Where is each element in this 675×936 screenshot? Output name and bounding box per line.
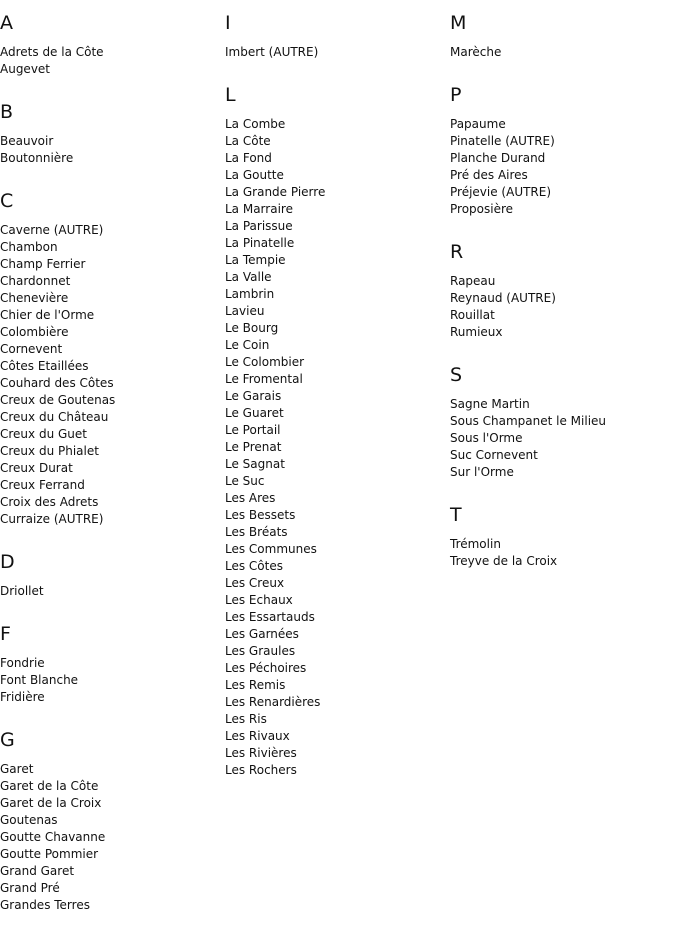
place-name-entry: Caverne (AUTRE) xyxy=(0,223,104,237)
place-name-entry: Cornevent xyxy=(0,342,63,356)
place-name-entry: Treyve de la Croix xyxy=(450,554,558,568)
letter-heading: R xyxy=(450,241,464,263)
place-name-entry: La Goutte xyxy=(225,168,284,182)
letter-heading: D xyxy=(0,551,15,573)
place-name-entry: Grand Garet xyxy=(0,864,75,878)
letter-heading: I xyxy=(225,12,231,34)
entry-list xyxy=(0,133,225,167)
letter-group xyxy=(0,189,225,528)
letter-heading: L xyxy=(225,84,236,106)
entry-list xyxy=(225,116,450,779)
place-name-entry: Colombière xyxy=(0,325,69,339)
place-name-entry: Driollet xyxy=(0,584,44,598)
place-name-entry: La Côte xyxy=(225,134,271,148)
place-name-entry: Boutonnière xyxy=(0,151,74,165)
letter-heading: C xyxy=(0,190,14,212)
letter-group xyxy=(225,11,450,61)
index-column-1 xyxy=(0,11,225,936)
place-name-entry: Rouillat xyxy=(450,308,495,322)
place-name-entry: Creux de Goutenas xyxy=(0,393,116,407)
place-name-entry: Le Fromental xyxy=(225,372,303,386)
place-name-entry: La Parissue xyxy=(225,219,293,233)
entry-list xyxy=(450,536,675,570)
place-name-entry: Le Guaret xyxy=(225,406,284,420)
place-name-entry: Rumieux xyxy=(450,325,503,339)
place-name-entry: Les Garnées xyxy=(225,627,299,641)
place-name-entry: Les Côtes xyxy=(225,559,283,573)
place-name-entry: Chenevière xyxy=(0,291,69,305)
entry-list xyxy=(450,44,675,61)
place-name-entry: Curraize (AUTRE) xyxy=(0,512,104,526)
entry-list xyxy=(0,583,225,600)
place-name-entry: Papaume xyxy=(450,117,506,131)
index-column-3 xyxy=(450,11,675,592)
place-name-entry: Suc Cornevent xyxy=(450,448,538,462)
place-name-entry: Beauvoir xyxy=(0,134,54,148)
place-name-entry: Imbert (AUTRE) xyxy=(225,45,319,59)
place-name-entry: Goutenas xyxy=(0,813,58,827)
place-name-entry: Les Communes xyxy=(225,542,317,556)
place-name-entry: Le Sagnat xyxy=(225,457,285,471)
letter-group xyxy=(0,100,225,167)
place-name-entry: La Tempie xyxy=(225,253,286,267)
place-name-entry: Marèche xyxy=(450,45,502,59)
place-name-entry: Adrets de la Côte xyxy=(0,45,104,59)
index-column-2 xyxy=(225,11,450,801)
letter-group xyxy=(450,240,675,341)
place-name-entry: Sur l'Orme xyxy=(450,465,514,479)
place-name-entry: Les Rochers xyxy=(225,763,297,777)
letter-group xyxy=(450,503,675,570)
place-name-entry: Sous l'Orme xyxy=(450,431,523,445)
place-name-entry: Creux Ferrand xyxy=(0,478,85,492)
place-name-entry: Les Creux xyxy=(225,576,285,590)
place-name-entry: Sous Champanet le Milieu xyxy=(450,414,607,428)
letter-group xyxy=(450,83,675,218)
place-name-entry: Pré des Aires xyxy=(450,168,528,182)
letter-group xyxy=(450,363,675,481)
place-name-entry: Champ Ferrier xyxy=(0,257,86,271)
place-name-entry: Les Bessets xyxy=(225,508,296,522)
entry-list xyxy=(0,761,225,914)
place-name-entry: Creux du Guet xyxy=(0,427,87,441)
place-name-entry: Le Prenat xyxy=(225,440,282,454)
place-name-entry: Les Remis xyxy=(225,678,286,692)
entry-list xyxy=(0,44,225,78)
place-name-entry: Creux du Phialet xyxy=(0,444,99,458)
place-name-entry: La Pinatelle xyxy=(225,236,295,250)
letter-group xyxy=(225,83,450,779)
place-name-entry: Planche Durand xyxy=(450,151,546,165)
place-name-entry: Goutte Pommier xyxy=(0,847,99,861)
place-name-entry: Lavieu xyxy=(225,304,265,318)
entry-list xyxy=(0,222,225,528)
place-name-entry: Le Colombier xyxy=(225,355,305,369)
place-name-entry: Le Coin xyxy=(225,338,270,352)
place-name-entry: Les Ris xyxy=(225,712,267,726)
place-name-entry: Pinatelle (AUTRE) xyxy=(450,134,555,148)
place-name-entry: Les Graules xyxy=(225,644,296,658)
place-name-entry: La Fond xyxy=(225,151,272,165)
place-name-entry: Proposière xyxy=(450,202,514,216)
letter-heading: M xyxy=(450,12,467,34)
letter-group xyxy=(0,550,225,600)
place-name-entry: Grand Pré xyxy=(0,881,60,895)
place-name-entry: Chier de l'Orme xyxy=(0,308,95,322)
place-name-entry: Chardonnet xyxy=(0,274,71,288)
place-name-entry: Couhard des Côtes xyxy=(0,376,114,390)
place-name-entry: Sagne Martin xyxy=(450,397,530,411)
letter-heading: S xyxy=(450,364,463,386)
place-name-entry: La Combe xyxy=(225,117,286,131)
letter-heading: P xyxy=(450,84,462,106)
place-name-entry: Trémolin xyxy=(450,537,501,551)
place-name-entry: Garet xyxy=(0,762,34,776)
letter-heading: G xyxy=(0,729,15,751)
place-name-entry: Côtes Etaillées xyxy=(0,359,89,373)
letter-heading: F xyxy=(0,623,11,645)
place-name-entry: Grandes Terres xyxy=(0,898,90,912)
place-name-entry: La Marraire xyxy=(225,202,293,216)
entry-list xyxy=(450,116,675,218)
place-name-entry: Les Rivières xyxy=(225,746,297,760)
place-name-entry: Rapeau xyxy=(450,274,496,288)
place-name-entry: Lambrin xyxy=(225,287,275,301)
entry-list xyxy=(450,396,675,481)
place-name-entry: Creux Durat xyxy=(0,461,73,475)
place-name-entry: Les Bréats xyxy=(225,525,288,539)
letter-heading: T xyxy=(450,504,462,526)
place-name-entry: Les Essartauds xyxy=(225,610,315,624)
place-name-entry: Croix des Adrets xyxy=(0,495,99,509)
place-name-entry: Le Portail xyxy=(225,423,281,437)
place-name-entry: Chambon xyxy=(0,240,58,254)
letter-group xyxy=(0,11,225,78)
place-name-entry: Reynaud (AUTRE) xyxy=(450,291,556,305)
place-name-entry: Augevet xyxy=(0,62,51,76)
place-name-entry: Les Péchoires xyxy=(225,661,307,675)
entry-list xyxy=(0,655,225,706)
place-name-entry: Les Echaux xyxy=(225,593,293,607)
letter-group xyxy=(0,622,225,706)
place-name-entry: Le Garais xyxy=(225,389,282,403)
place-name-entry: Garet de la Croix xyxy=(0,796,102,810)
place-name-entry: Fondrie xyxy=(0,656,45,670)
place-name-entry: Creux du Château xyxy=(0,410,109,424)
place-name-entry: Le Suc xyxy=(225,474,265,488)
letter-heading: B xyxy=(0,101,14,123)
letter-heading: A xyxy=(0,12,13,34)
letter-group xyxy=(450,11,675,61)
place-name-entry: La Valle xyxy=(225,270,272,284)
entry-list xyxy=(225,44,450,61)
place-name-entry: Goutte Chavanne xyxy=(0,830,106,844)
place-name-entry: Les Renardières xyxy=(225,695,321,709)
entry-list xyxy=(450,273,675,341)
place-name-entry: Font Blanche xyxy=(0,673,79,687)
place-name-entry: La Grande Pierre xyxy=(225,185,326,199)
place-name-entry: Préjevie (AUTRE) xyxy=(450,185,552,199)
place-name-entry: Les Rivaux xyxy=(225,729,290,743)
place-name-entry: Le Bourg xyxy=(225,321,279,335)
place-name-entry: Les Ares xyxy=(225,491,276,505)
place-name-entry: Fridière xyxy=(0,690,45,704)
place-name-entry: Garet de la Côte xyxy=(0,779,99,793)
letter-group xyxy=(0,728,225,914)
